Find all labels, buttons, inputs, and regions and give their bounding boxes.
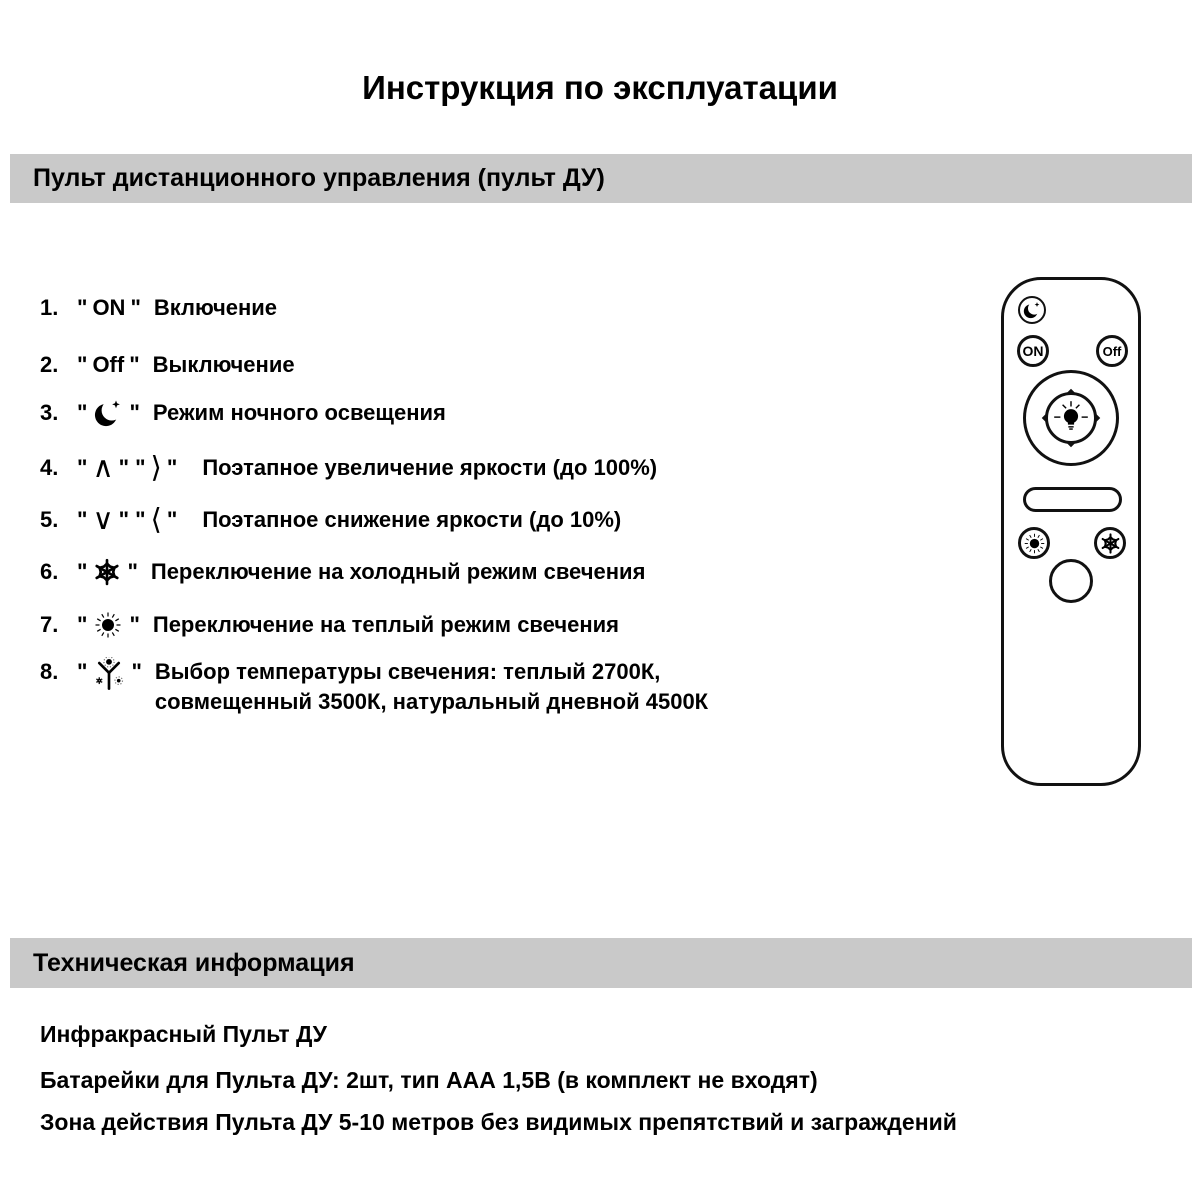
- section-heading-remote: Пульт дистанционного управления (пульт ДУ): [10, 154, 1192, 203]
- warm-mode-button: [1018, 527, 1050, 559]
- nav-dial: [1023, 370, 1119, 466]
- page-title: Инструкция по эксплуатации: [362, 69, 838, 106]
- item-text: Режим ночного освещения: [152, 400, 446, 425]
- round-button: [1049, 559, 1093, 603]
- item-number: 3.: [40, 400, 59, 425]
- snowflake-icon: [92, 557, 122, 587]
- list-item-on: [40, 290, 277, 326]
- bulb-button: [1045, 392, 1097, 444]
- item-text: Поэтапное увеличение яркости (до 100%): [202, 455, 658, 480]
- list-item-warm-mode: [40, 607, 619, 643]
- quote-mark: ": [129, 400, 140, 425]
- list-item-brightness-up: [40, 450, 657, 486]
- quote-mark: ": [77, 612, 88, 637]
- quote-mark: ": [77, 400, 88, 425]
- sun-icon: [1022, 531, 1047, 556]
- on-button-label: ON: [1022, 343, 1044, 359]
- list-item-cold-mode: [40, 554, 645, 590]
- quote-mark: ": [77, 659, 88, 684]
- quote-mark: ": [135, 507, 146, 532]
- item-number: 5.: [40, 507, 59, 532]
- chevron-down-icon: ∨: [92, 504, 114, 536]
- item-text-line1: Выбор температуры свечения: теплый 2700К,: [154, 659, 661, 684]
- remote-control-drawing: [1001, 277, 1141, 786]
- quote-mark: ": [77, 559, 88, 584]
- quote-mark: ": [135, 455, 146, 480]
- cold-mode-button: [1094, 527, 1126, 559]
- list-item-brightness-down: [40, 502, 621, 538]
- tech-line-ir-remote: Инфракрасный Пульт ДУ: [40, 1021, 327, 1047]
- light-bulb-icon: [1048, 395, 1094, 441]
- snowflake-icon: [1099, 532, 1122, 555]
- section-heading-tech: Техническая информация: [10, 938, 1192, 988]
- quote-mark: ": [129, 352, 140, 377]
- list-item-night-mode: [40, 395, 446, 431]
- off-button-label: Off: [1102, 343, 1122, 359]
- quote-mark: ": [118, 507, 130, 532]
- quote-mark: ": [77, 507, 88, 532]
- quote-mark: ": [77, 295, 88, 320]
- list-item-off: [40, 347, 295, 383]
- on-label: ON: [92, 295, 126, 320]
- item-text: Выключение: [152, 352, 295, 377]
- quote-mark: ": [127, 559, 138, 584]
- list-item-temp-select: [40, 657, 708, 717]
- item-number: 4.: [40, 455, 59, 480]
- angle-left-icon: ⟨: [150, 504, 162, 536]
- item-number: 8.: [40, 659, 59, 684]
- chevron-up-icon: ∧: [92, 452, 114, 484]
- sun-icon: [92, 609, 124, 641]
- quote-mark: ": [130, 295, 141, 320]
- night-mode-button: [1018, 296, 1046, 324]
- tech-line-batteries: Батарейки для Пульта ДУ: 2шт, тип ААА 1,5В (в комплект не входят): [40, 1067, 818, 1093]
- tech-line-range: Зона действия Пульта ДУ 5-10 метров без видимых препятствий и заграждений: [40, 1109, 957, 1135]
- moon-night-icon: [1022, 300, 1042, 320]
- item-text-block: [155, 657, 708, 717]
- moon-night-icon: [92, 397, 124, 429]
- quote-mark: ": [129, 612, 140, 637]
- off-label: Off: [92, 352, 125, 377]
- angle-right-icon: ⟩: [150, 452, 162, 484]
- quote-mark: ": [131, 659, 142, 684]
- item-text: Переключение на холодный режим свечения: [150, 559, 646, 584]
- item-number: 2.: [40, 352, 59, 377]
- item-number: 7.: [40, 612, 59, 637]
- quote-mark: ": [166, 455, 178, 480]
- item-number: 6.: [40, 559, 59, 584]
- item-text: Поэтапное снижение яркости (до 10%): [202, 507, 622, 532]
- quote-mark: ": [118, 455, 130, 480]
- pill-button: [1023, 487, 1122, 512]
- item-text-line2: совмещенный 3500К, натуральный дневной 4500К: [154, 689, 709, 714]
- quote-mark: ": [77, 455, 88, 480]
- item-text: Включение: [153, 295, 278, 320]
- temperature-select-icon: [92, 657, 126, 691]
- quote-mark: ": [166, 507, 178, 532]
- item-text: Переключение на теплый режим свечения: [152, 612, 620, 637]
- off-button: [1096, 335, 1128, 367]
- quote-mark: ": [77, 352, 88, 377]
- item-number: 1.: [40, 295, 59, 320]
- on-button: [1017, 335, 1049, 367]
